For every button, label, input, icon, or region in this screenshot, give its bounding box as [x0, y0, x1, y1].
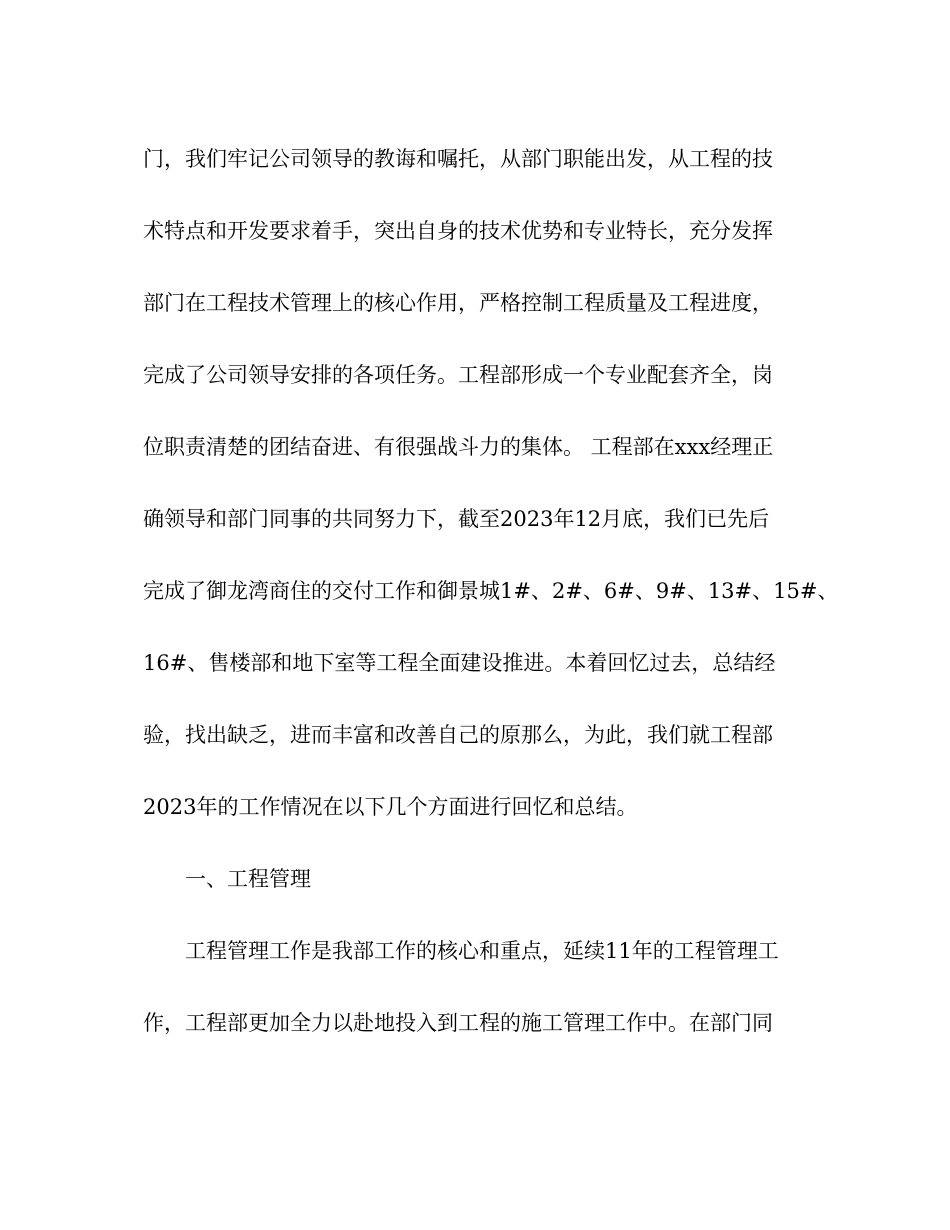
body-text-line: 门，我们牢记公司领导的教诲和嘱托，从部门职能出发，从工程的技 — [143, 147, 773, 171]
body-text-line: 16#、售楼部和地下室等工程全面建设推进。本着回忆过去，总结经 — [143, 651, 776, 675]
section-heading: 一、工程管理 — [185, 867, 311, 891]
document-body — [143, 135, 839, 1071]
body-text-line: 2023年的工作情况在以下几个方面进行回忆和总结。 — [143, 795, 638, 819]
body-text-line: 确领导和部门同事的共同努力下，截至2023年12月底，我们已先后 — [143, 507, 770, 531]
body-text-line: 验，找出缺乏，进而丰富和改善自己的原那么，为此，我们就工程部 — [143, 723, 773, 747]
body-text-line: 部门在工程技术管理上的核心作用，严格控制工程质量及工程进度， — [143, 291, 773, 315]
body-text-line: 完成了公司领导安排的各项任务。工程部形成一个专业配套齐全，岗 — [143, 363, 773, 387]
body-text-line: 作，工程部更加全力以赴地投入到工程的施工管理工作中。在部门同 — [143, 1011, 773, 1035]
body-text-line: 完成了御龙湾商住的交付工作和御景城1#、2#、6#、9#、13#、15#、 — [143, 579, 839, 603]
body-text-line: 位职责清楚的团结奋进、有很强战斗力的集体。 工程部在xxx经理正 — [143, 435, 774, 459]
paragraph-first-line: 工程管理工作是我部工作的核心和重点，延续11年的工程管理工 — [185, 939, 779, 963]
body-text-line: 术特点和开发要求着手，突出自身的技术优势和专业特长，充分发挥 — [143, 219, 773, 243]
